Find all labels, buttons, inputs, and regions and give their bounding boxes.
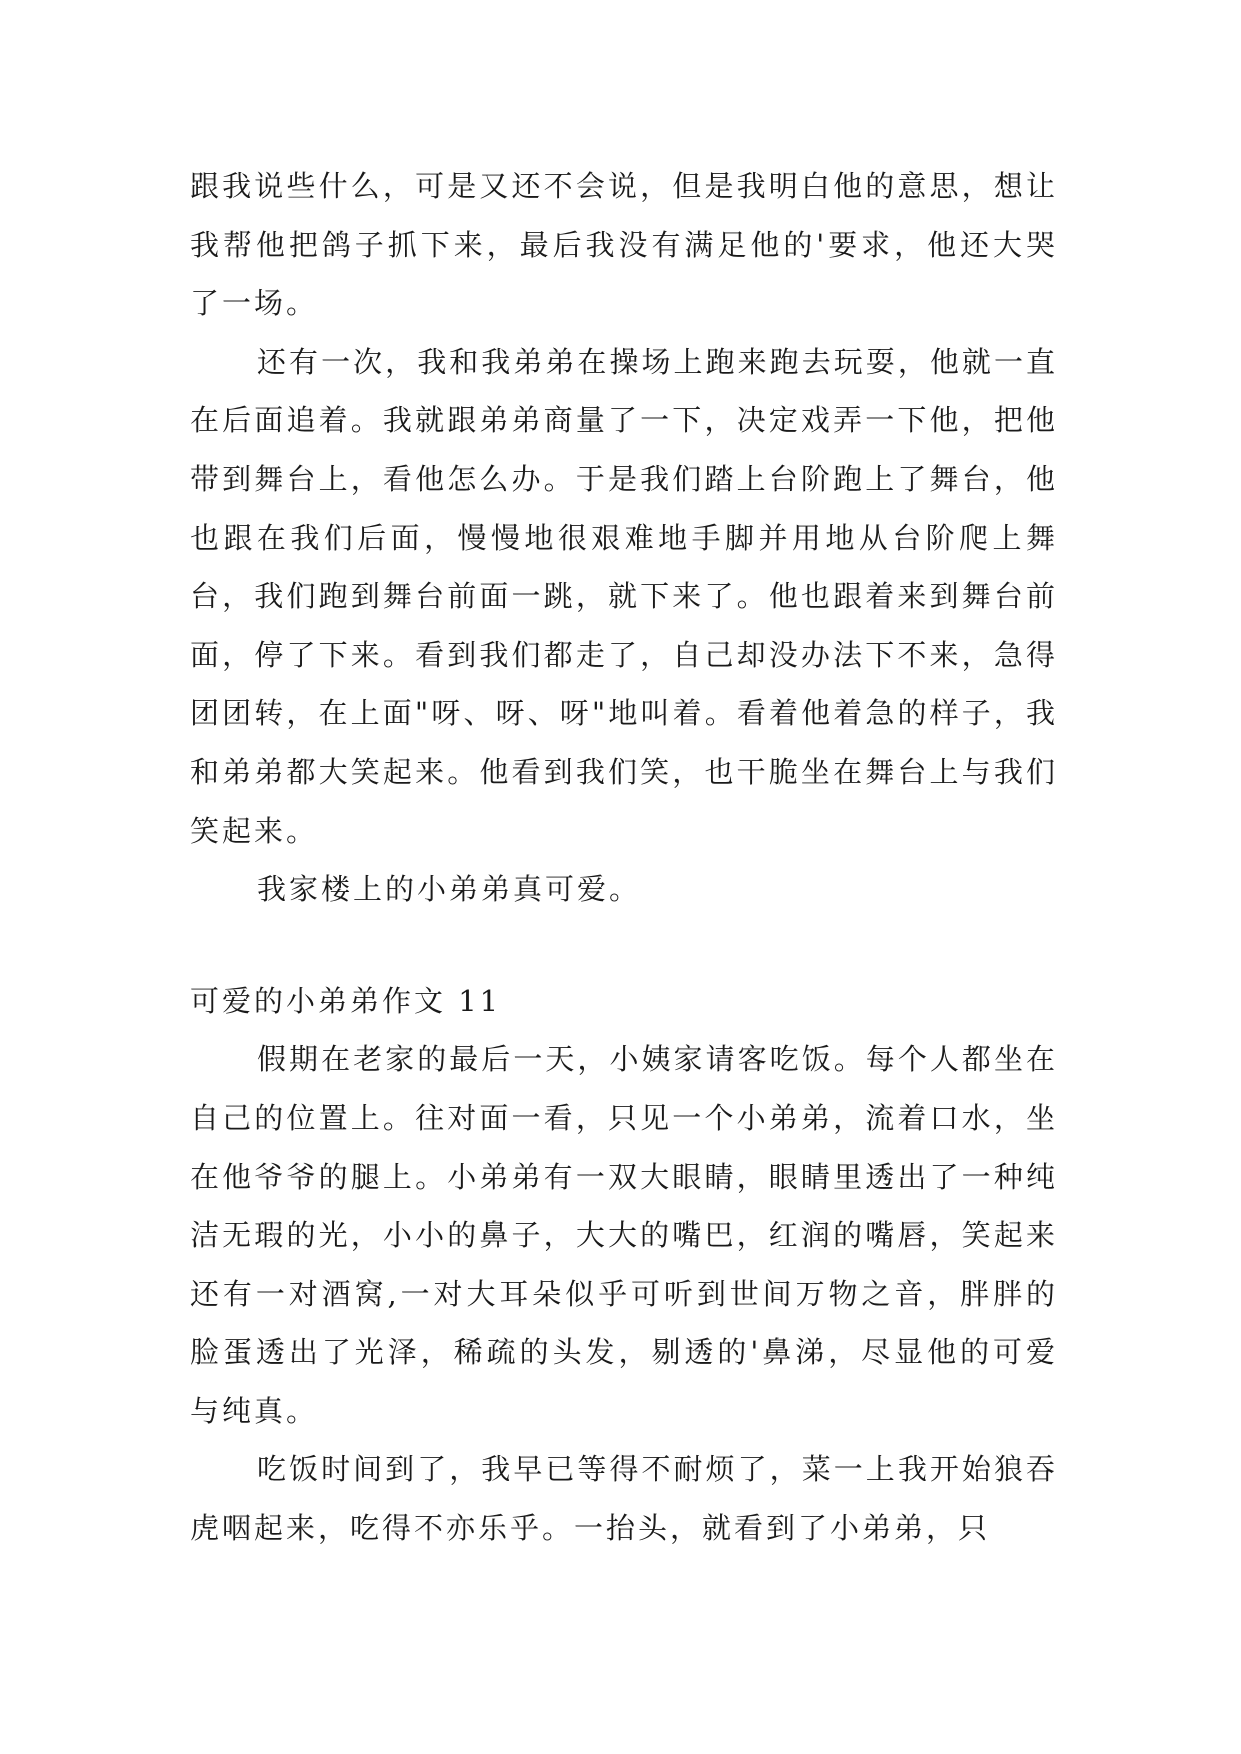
paragraph-continuation: 跟我说些什么，可是又还不会说，但是我明白他的意思，想让我帮他把鸽子抓下来，最后我没有满足他的'要求，他还大哭了一场。	[190, 169, 1058, 321]
paragraph-stage-story: 还有一次，我和我弟弟在操场上跑来跑去玩耍，他就一直在后面追着。我就跟弟弟商量了一下，决定戏弄一下他，把他带到舞台上，看他怎么办。于是我们踏上台阶跑上了舞台，他也跟在我们后面，慢慢地很艰难地手脚并用地从台阶爬上舞台，我们跑到舞台前面一跳，就下来了。他也跟着来到舞台前面，停了下来。看到我们都走了，自己却没办法下不来，急得团团转，在上面"呀、呀、呀"地叫着。看着他着急的样子，我和弟弟都大笑起来。他看到我们笑，也干脆坐在舞台上与我们笑起来。	[190, 344, 1058, 848]
section-title: 可爱的小弟弟作文 11	[190, 983, 502, 1018]
paragraph-holiday-dinner: 假期在老家的最后一天，小姨家请客吃饭。每个人都坐在自己的位置上。往对面一看，只见一个小弟弟，流着口水，坐在他爷爷的腿上。小弟弟有一双大眼睛，眼睛里透出了一种纯洁无瑕的光，小小的鼻子，大大的嘴巴，红润的嘴唇，笑起来还有一对酒窝,一对大耳朵似乎可听到世间万物之音，胖胖的脸蛋透出了光泽，稀疏的头发，剔透的'鼻涕，尽显他的可爱与纯真。	[190, 1042, 1058, 1428]
paragraph-mealtime: 吃饭时间到了，我早已等得不耐烦了，菜一上我开始狼吞虎咽起来，吃得不亦乐乎。一抬头，就看到了小弟弟，只	[190, 1452, 1058, 1546]
document-body	[190, 157, 1058, 1558]
paragraph-conclusion: 我家楼上的小弟弟真可爱。	[257, 872, 642, 907]
